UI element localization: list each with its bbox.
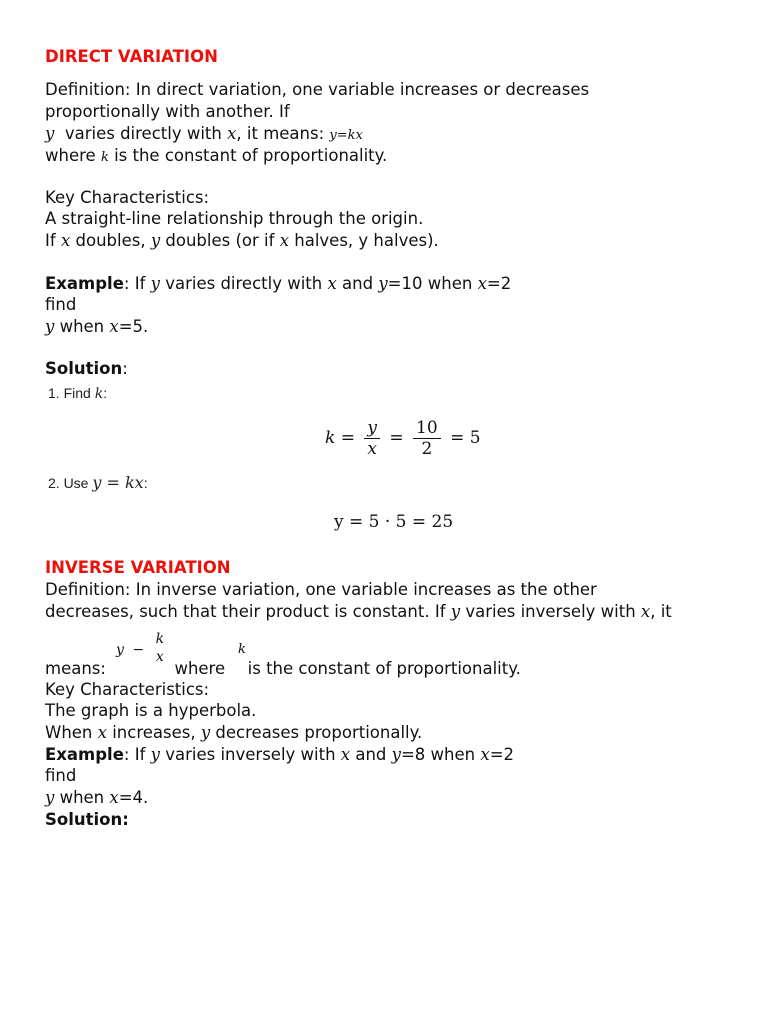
equation-find-k: [325, 418, 481, 459]
var-y: y: [45, 317, 55, 336]
var-x: x: [480, 745, 490, 764]
direct-definition-line-1: Definition: In direct variation, one variable increases or decreases: [45, 80, 590, 99]
step-2: [48, 473, 148, 492]
var-y: y: [391, 745, 401, 764]
inverse-means-line: [45, 658, 521, 680]
text: increases,: [112, 723, 196, 742]
text: varies inversely with: [465, 602, 636, 621]
text: and: [342, 274, 374, 293]
text: where: [174, 659, 226, 678]
text: varies inversely with: [165, 745, 336, 764]
numerator: 10: [413, 418, 441, 439]
var-y: y: [45, 124, 55, 143]
var-y: y: [116, 642, 124, 658]
inverse-definition-line-2: [45, 601, 672, 623]
equation-result: [334, 512, 453, 532]
direct-key-title: Key Characteristics:: [45, 188, 210, 207]
denominator: 2: [421, 439, 433, 459]
text: When: [45, 723, 93, 742]
var-x: x: [227, 124, 237, 143]
var-x: x: [97, 723, 107, 742]
var-k: k: [100, 150, 109, 165]
text: means:: [45, 659, 106, 678]
text: is the constant of proportionality.: [247, 659, 521, 678]
text: halves, y halves).: [294, 231, 439, 250]
text: varies directly with: [165, 274, 323, 293]
inverse-solution-label: [45, 809, 129, 831]
text: =8 when: [400, 745, 476, 764]
var-x: x: [327, 274, 337, 293]
direct-definition-line-3: [45, 123, 363, 147]
numerator: y: [364, 418, 380, 439]
var-k: k: [325, 428, 336, 448]
text: varies directly with: [64, 124, 222, 143]
var-y: y: [150, 231, 161, 250]
text: when: [59, 317, 105, 336]
step-1: [48, 385, 107, 402]
var-x: x: [109, 317, 119, 336]
denominator: x: [367, 439, 377, 459]
inverse-example-find: find: [45, 766, 77, 785]
text: :: [103, 385, 108, 401]
direct-example-question: [45, 316, 148, 338]
numerator: k: [155, 631, 165, 647]
text: =5.: [118, 317, 149, 336]
equals: =: [340, 428, 355, 448]
formula: y = kx: [92, 473, 144, 492]
equation-text: y = 5 · 5 = 25: [334, 512, 454, 532]
var-y: y: [200, 723, 211, 742]
inverse-variation-heading: INVERSE VARIATION: [45, 558, 231, 577]
var-x: x: [109, 788, 119, 807]
direct-key-line-1: A straight-line relationship through the origin.: [45, 209, 424, 228]
var-x: x: [340, 745, 351, 764]
text: =2: [489, 745, 515, 764]
text: : If: [123, 274, 146, 293]
text: doubles (or if: [165, 231, 275, 250]
text: =10 when: [387, 274, 473, 293]
text: =4.: [118, 788, 149, 807]
inverse-key-line-1: The graph is a hyperbola.: [45, 701, 257, 720]
var-y: y: [378, 274, 388, 293]
solution-label: Solution: [45, 359, 123, 378]
example-label: Example: [45, 274, 124, 293]
step-text: 2. Use: [48, 475, 89, 491]
var-x: x: [279, 231, 289, 250]
var-x: x: [477, 274, 487, 293]
inverse-example-question: [45, 787, 148, 809]
text: and: [355, 745, 387, 764]
var-y: y: [150, 745, 160, 764]
denominator: x: [155, 649, 164, 665]
text: If: [45, 231, 56, 250]
direct-solution-label: [45, 358, 128, 380]
direct-key-line-2: [45, 230, 439, 252]
inverse-key-title: Key Characteristics:: [45, 680, 210, 699]
var-x: x: [640, 602, 651, 621]
text: :: [122, 359, 128, 378]
operator: −: [132, 642, 145, 658]
inverse-definition-line-1: Definition: In inverse variation, one variable increases as the other: [45, 580, 597, 599]
text: when: [59, 788, 105, 807]
direct-formula: y=kx: [329, 128, 363, 143]
result: = 5: [450, 428, 481, 448]
inverse-k-label: k: [238, 642, 246, 657]
text: doubles,: [75, 231, 146, 250]
var-k: k: [94, 386, 104, 402]
text: decreases, such that their product is constant. If: [45, 602, 446, 621]
var-y: y: [45, 788, 55, 807]
inverse-example-line-1: [45, 744, 514, 766]
text: =2: [486, 274, 512, 293]
text: decreases proportionally.: [215, 723, 423, 742]
inverse-key-line-2: [45, 722, 422, 744]
direct-example-find: find: [45, 295, 77, 314]
equals: =: [389, 428, 404, 448]
text: : If: [123, 745, 146, 764]
text: , it: [650, 602, 672, 621]
text: is the constant of proportionality.: [114, 146, 388, 165]
example-label: Example: [45, 745, 124, 764]
var-y: y: [450, 602, 461, 621]
solution-label: Solution:: [45, 810, 129, 829]
fraction-10-over-2: [413, 418, 441, 459]
var-y: y: [150, 274, 160, 293]
direct-variation-heading: DIRECT VARIATION: [45, 47, 218, 66]
text: :: [143, 475, 148, 491]
step-text: 1. Find: [48, 385, 91, 401]
text: , it means:: [236, 124, 325, 143]
direct-definition-line-4: [45, 145, 387, 169]
direct-example-line-1: [45, 273, 511, 295]
direct-definition-line-2: proportionally with another. If: [45, 102, 290, 121]
fraction-y-over-x: [364, 418, 380, 459]
text: where: [45, 146, 96, 165]
var-x: x: [60, 231, 71, 250]
